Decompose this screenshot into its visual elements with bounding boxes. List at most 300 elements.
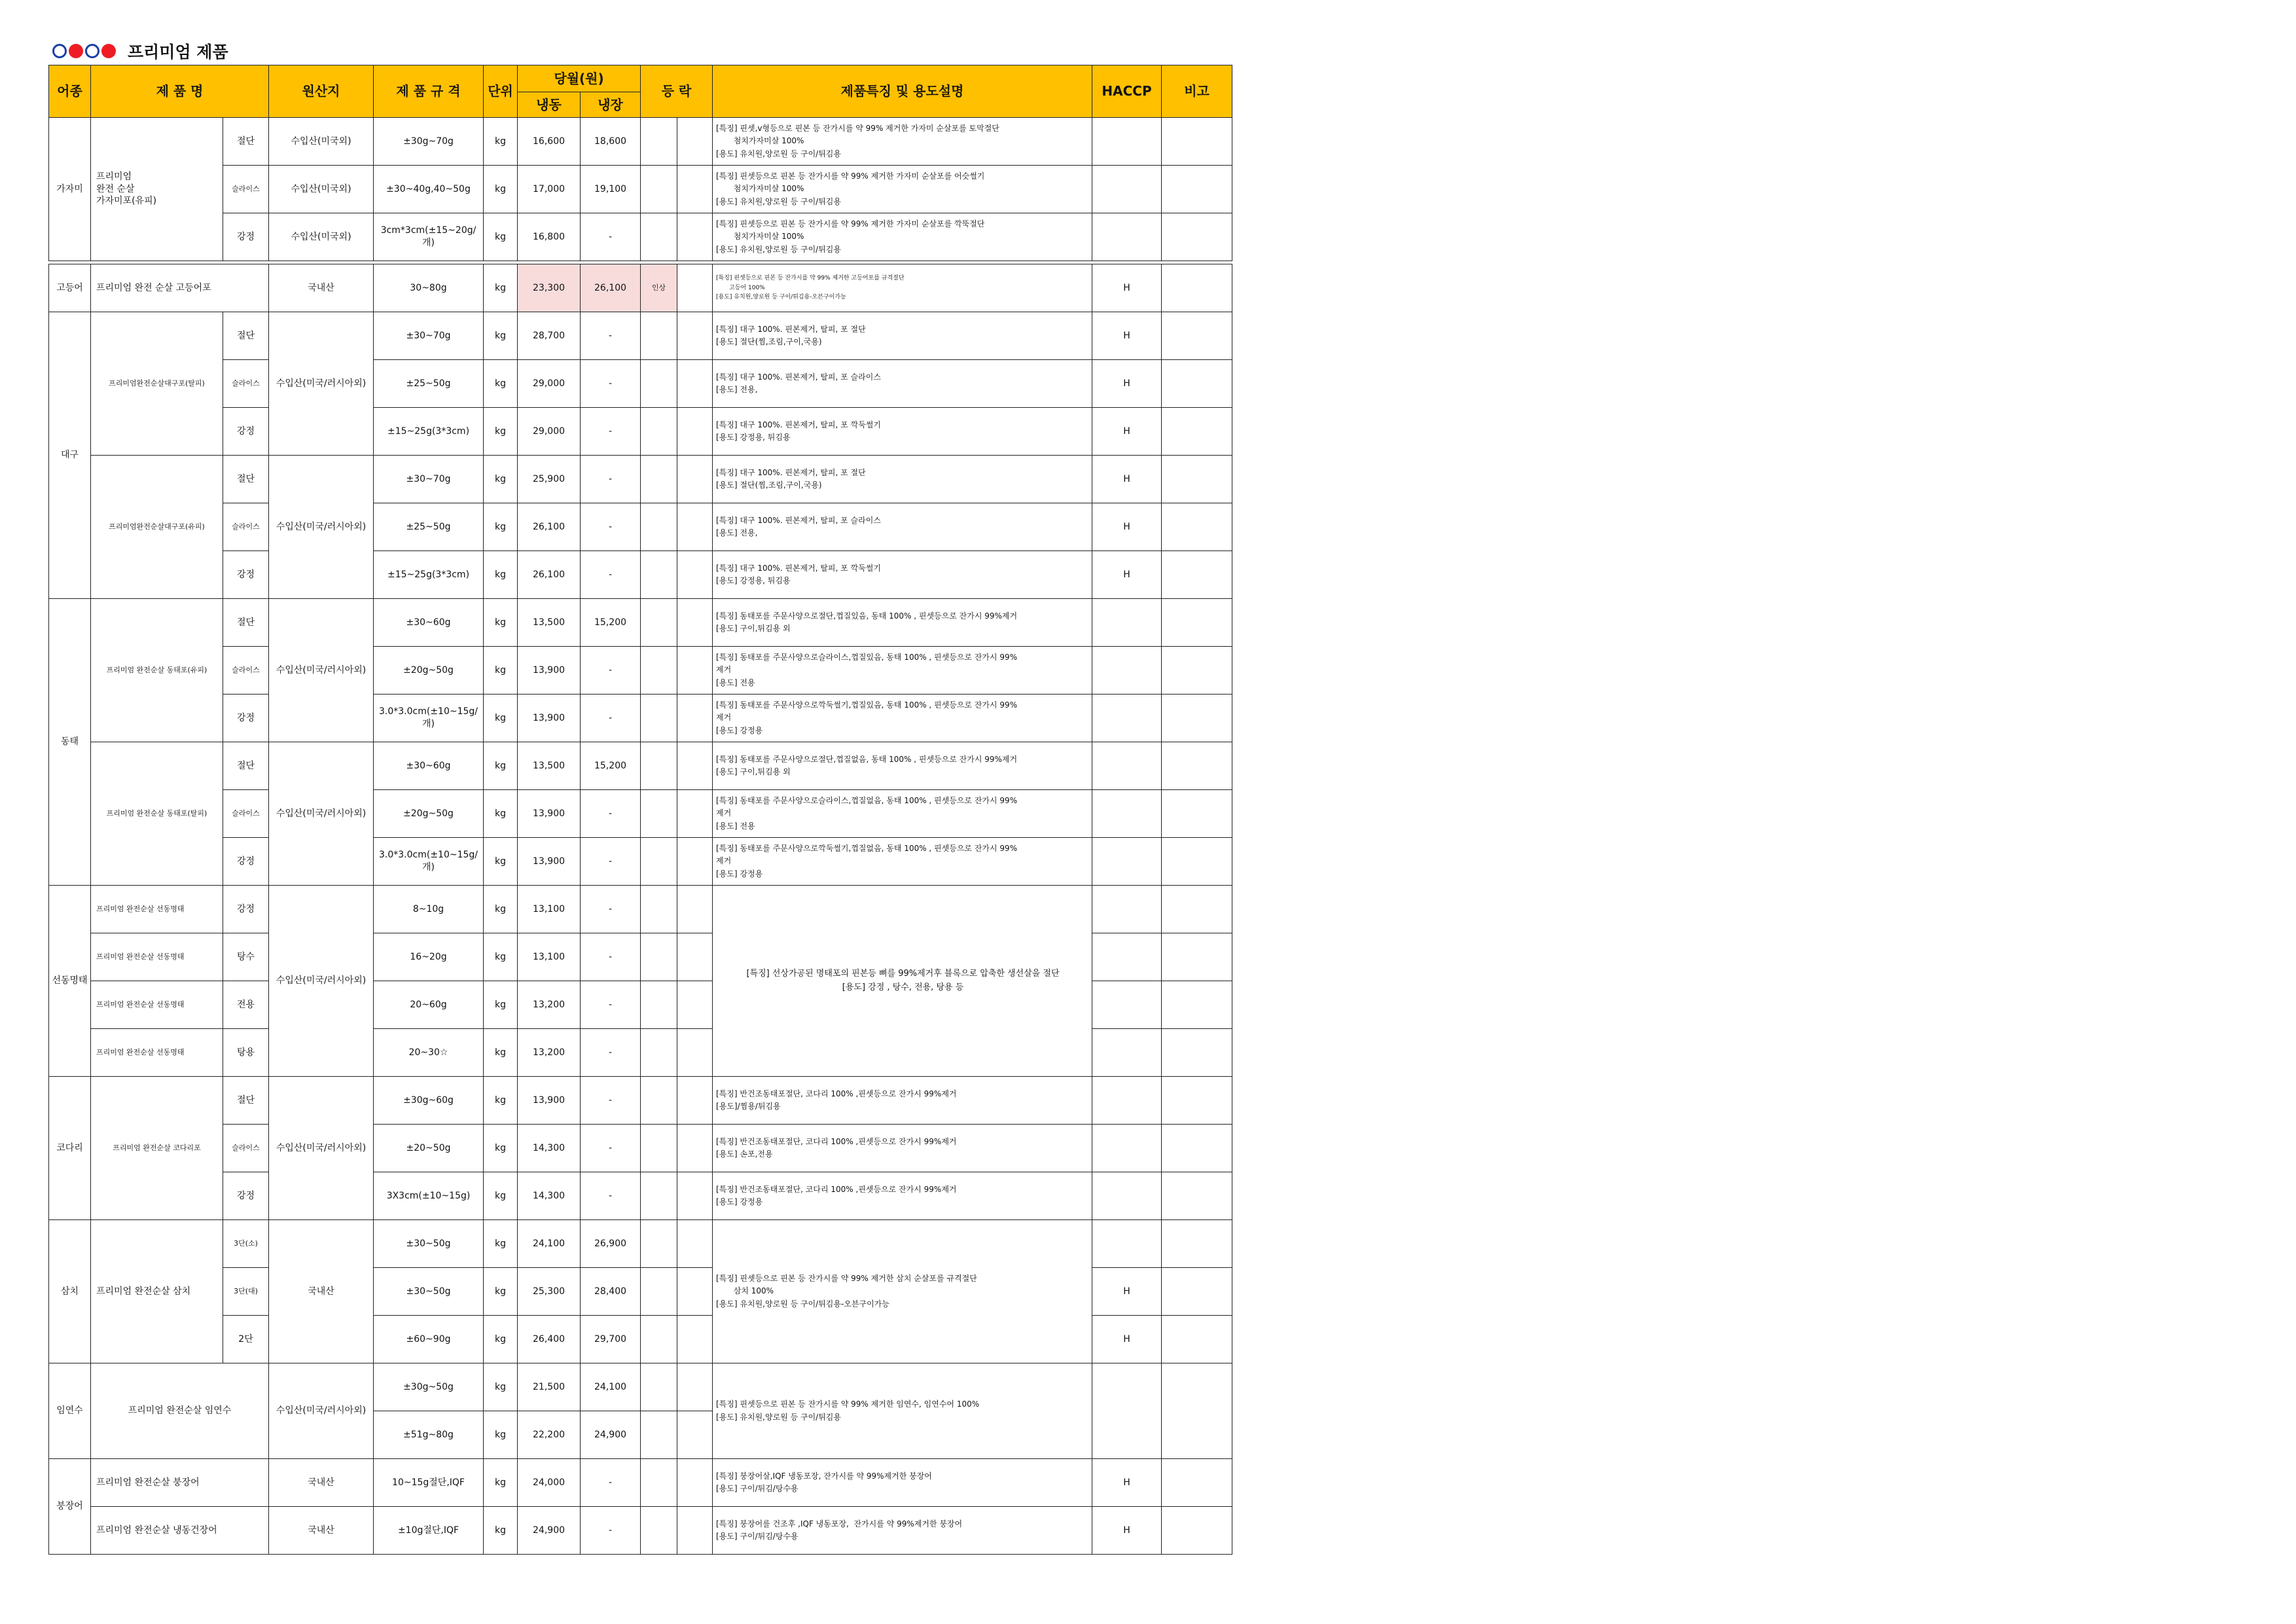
unit-cell: kg: [484, 647, 518, 695]
product-name-cell: 프리미엄 완전순살 동태포(유피): [91, 599, 223, 742]
description-line: 첨치가자미살 100%: [716, 136, 804, 146]
spec-cell: 20~60g: [374, 981, 484, 1029]
table-row: [49, 264, 1232, 312]
blank-cell: [677, 551, 713, 599]
unit-cell: kg: [484, 312, 518, 360]
note-cell: [1162, 1459, 1232, 1507]
chilled-price-cell: -: [581, 838, 641, 886]
frozen-price-cell: 24,000: [518, 1459, 581, 1507]
description-line: [특징] 선상가공된 명태포의 핀본등 뼈를 99%제거후 블록으로 압축한 생선살을 절단: [746, 968, 1060, 979]
description-line: [특징] 반건조동태포절단, 코다리 100% ,핀셋등으로 잔가시 99%제거: [716, 1136, 957, 1146]
description-line: [용도] 유치원,양로원 등 구이/튀김용: [716, 1412, 841, 1422]
price-change-cell: [641, 1316, 677, 1363]
header-unit: 단위: [484, 65, 518, 118]
chilled-price-cell: -: [581, 981, 641, 1029]
chilled-price-cell: 19,100: [581, 166, 641, 213]
cut-type-cell: 절단: [223, 1077, 269, 1125]
blank-cell: [677, 695, 713, 742]
blank-cell: [677, 1507, 713, 1555]
cut-type-cell: 2단: [223, 1316, 269, 1363]
frozen-price-cell: 13,200: [518, 1029, 581, 1077]
spec-cell: 3.0*3.0cm(±10~15g/개): [374, 695, 484, 742]
chilled-price-cell: 18,600: [581, 118, 641, 166]
frozen-price-cell: 13,900: [518, 838, 581, 886]
header-spec: 제 품 규 격: [374, 65, 484, 118]
species-cell: 붕장어: [49, 1459, 91, 1555]
frozen-price-cell: 16,800: [518, 213, 581, 261]
unit-cell: kg: [484, 886, 518, 933]
note-cell: [1162, 790, 1232, 838]
description-cell: [713, 742, 1092, 790]
origin-cell: 국내산: [269, 1220, 374, 1363]
cut-type-cell: 3단(대): [223, 1268, 269, 1316]
description-line: 제거: [716, 808, 732, 818]
chilled-price-cell: 29,700: [581, 1316, 641, 1363]
frozen-price-cell: 16,600: [518, 118, 581, 166]
price-change-cell: [641, 456, 677, 503]
spec-cell: ±30~50g: [374, 1220, 484, 1268]
unit-cell: kg: [484, 166, 518, 213]
description-line: [특징] 동태포를 주문사양으로절단,껍질있음, 동태 100% , 핀셋등으로 잔가시 99%제거: [716, 611, 1018, 621]
haccp-cell: [1092, 695, 1162, 742]
description-line: [용도] 절단(찜,조림,구이,국용): [716, 480, 822, 490]
price-change-cell: [641, 1077, 677, 1125]
cut-type-cell: 탕수: [223, 933, 269, 981]
haccp-cell: H: [1092, 503, 1162, 551]
price-change-cell: [641, 1125, 677, 1172]
blank-cell: [677, 213, 713, 261]
spec-cell: ±30~60g: [374, 599, 484, 647]
chilled-price-cell: 24,900: [581, 1411, 641, 1459]
cut-type-cell: 3단(소): [223, 1220, 269, 1268]
description-line: [용도]/찜용/튀김용: [716, 1102, 781, 1111]
haccp-cell: H: [1092, 312, 1162, 360]
price-change-cell: [641, 933, 677, 981]
table-row: [49, 118, 1232, 166]
description-cell: [713, 551, 1092, 599]
description-line: [용도] 강정용: [716, 1197, 763, 1206]
price-change-cell: [641, 1029, 677, 1077]
description-cell: [713, 1077, 1092, 1125]
product-name-cell: 프리미엄 완전순살 선동명태: [91, 886, 223, 933]
haccp-cell: [1092, 1363, 1162, 1459]
header-product: 제 품 명: [91, 65, 269, 118]
price-change-cell: [641, 503, 677, 551]
product-name-cell: 프리미엄완전순살대구포(탈피): [91, 312, 223, 456]
haccp-cell: [1092, 1172, 1162, 1220]
spec-cell: ±30~60g: [374, 742, 484, 790]
description-cell: [713, 1125, 1092, 1172]
blank-cell: [677, 503, 713, 551]
description-cell: [713, 166, 1092, 213]
blank-cell: [677, 742, 713, 790]
price-change-cell: [641, 647, 677, 695]
frozen-price-cell: 26,100: [518, 551, 581, 599]
blank-cell: [677, 1459, 713, 1507]
chilled-price-cell: -: [581, 1507, 641, 1555]
blank-cell: [677, 1125, 713, 1172]
page-title: 프리미엄 제품: [128, 43, 228, 62]
unit-cell: kg: [484, 981, 518, 1029]
description-cell: [713, 118, 1092, 166]
origin-cell: 수입산(미국/러시아외): [269, 312, 374, 456]
unit-cell: kg: [484, 1220, 518, 1268]
description-line: 제거: [716, 856, 732, 866]
origin-cell: 수입산(미국/러시아외): [269, 886, 374, 1077]
description-line: [특징] 대구 100%. 핀본제거, 탈피, 포 슬라이스: [716, 515, 881, 525]
unit-cell: kg: [484, 1268, 518, 1316]
price-change-cell: [641, 1172, 677, 1220]
note-cell: [1162, 981, 1232, 1029]
chilled-price-cell: 26,900: [581, 1220, 641, 1268]
blank-cell: [677, 933, 713, 981]
table-row: [49, 790, 1232, 838]
description-line: [용도] 유치원,양로원 등 구이/튀김용-오븐구이가능: [716, 1299, 889, 1308]
table-row: [49, 1459, 1232, 1507]
unit-cell: kg: [484, 551, 518, 599]
note-cell: [1162, 213, 1232, 261]
description-line: [특징] 핀셋,v형등으로 핀본 등 잔가시를 약 99% 제거한 가자미 순살포를 토막절단: [716, 124, 999, 134]
description-line: [용도] 유치원,양로원 등 구이/튀김용: [716, 196, 841, 206]
note-cell: [1162, 551, 1232, 599]
note-cell: [1162, 742, 1232, 790]
haccp-cell: H: [1092, 1316, 1162, 1363]
chilled-price-cell: -: [581, 886, 641, 933]
chilled-price-cell: 15,200: [581, 742, 641, 790]
price-change-cell: [641, 742, 677, 790]
spec-cell: ±20~50g: [374, 1125, 484, 1172]
blank-cell: [677, 166, 713, 213]
note-cell: [1162, 118, 1232, 166]
product-name-cell: 프리미엄 완전순살 삼치: [91, 1220, 223, 1363]
note-cell: [1162, 1125, 1232, 1172]
note-cell: [1162, 456, 1232, 503]
spec-cell: 3.0*3.0cm(±10~15g/개): [374, 838, 484, 886]
frozen-price-cell: 13,100: [518, 886, 581, 933]
spec-cell: ±20g~50g: [374, 790, 484, 838]
description-line: [특징] 동태포를 주문사양으로깍둑썰기,껍질없음, 동태 100% , 핀셋등으로 잔가시 99%: [716, 844, 1018, 854]
chilled-price-cell: -: [581, 933, 641, 981]
origin-cell: 수입산(미국외): [269, 118, 374, 166]
origin-cell: 수입산(미국외): [269, 166, 374, 213]
haccp-cell: [1092, 647, 1162, 695]
header-note: 비고: [1162, 65, 1232, 118]
header-change: 등 락: [641, 65, 713, 118]
chilled-price-cell: -: [581, 1077, 641, 1125]
frozen-price-cell: 24,900: [518, 1507, 581, 1555]
note-cell: [1162, 1363, 1232, 1459]
price-change-cell: [641, 360, 677, 408]
description-line: 첨치가자미살 100%: [716, 184, 804, 194]
blank-cell: [677, 1172, 713, 1220]
origin-cell: 수입산(미국/러시아외): [269, 742, 374, 886]
product-name-cell: 프리미엄완전순살대구포(유피): [91, 456, 223, 599]
haccp-cell: H: [1092, 456, 1162, 503]
note-cell: [1162, 1077, 1232, 1125]
price-change-cell: [641, 1220, 677, 1268]
price-change-cell: [641, 1507, 677, 1555]
cut-type-cell: 절단: [223, 312, 269, 360]
note-cell: [1162, 933, 1232, 981]
table-row: [49, 1077, 1232, 1125]
unit-cell: kg: [484, 503, 518, 551]
spec-cell: ±30g~70g: [374, 118, 484, 166]
product-name-cell: 프리미엄 완전순살 냉동건장어: [91, 1507, 269, 1555]
blank-cell: [677, 1268, 713, 1316]
chilled-price-cell: 28,400: [581, 1268, 641, 1316]
unit-cell: kg: [484, 742, 518, 790]
product-name-cell: 프리미엄 완전순살 선동명태: [91, 933, 223, 981]
description-line: [특징] 반건조동태포절단, 코다리 100% ,핀셋등으로 잔가시 99%제거: [716, 1184, 957, 1194]
origin-cell: 수입산(미국/러시아외): [269, 1363, 374, 1459]
description-line: [용도] 구이/튀김/탕수용: [716, 1532, 798, 1541]
haccp-cell: H: [1092, 1459, 1162, 1507]
haccp-cell: [1092, 742, 1162, 790]
description-line: 삼치 100%: [716, 1286, 774, 1296]
frozen-price-cell: 13,900: [518, 647, 581, 695]
unit-cell: kg: [484, 1172, 518, 1220]
description-line: [용도] 유치원,양로원 등 구이/튀김용-오븐구이가능: [716, 294, 846, 301]
blank-cell: [677, 838, 713, 886]
frozen-price-cell: 25,300: [518, 1268, 581, 1316]
frozen-price-cell: 22,200: [518, 1411, 581, 1459]
table-row: [49, 1507, 1232, 1555]
cut-type-cell: 슬라이스: [223, 360, 269, 408]
table-row: [49, 647, 1232, 695]
description-cell: [713, 1507, 1092, 1555]
frozen-price-cell: 14,300: [518, 1125, 581, 1172]
table-row: [49, 551, 1232, 599]
cut-type-cell: 강정: [223, 695, 269, 742]
chilled-price-cell: -: [581, 360, 641, 408]
frozen-price-cell: 13,900: [518, 790, 581, 838]
haccp-cell: [1092, 790, 1162, 838]
description-cell: [713, 838, 1092, 886]
description-line: 제거: [716, 713, 732, 723]
frozen-price-cell: 24,100: [518, 1220, 581, 1268]
species-cell: 동태: [49, 599, 91, 886]
frozen-price-cell: 13,900: [518, 695, 581, 742]
haccp-cell: [1092, 886, 1162, 933]
header-frozen: 냉동: [518, 92, 581, 118]
origin-cell: 국내산: [269, 264, 374, 312]
note-cell: [1162, 1220, 1232, 1268]
unit-cell: kg: [484, 360, 518, 408]
frozen-price-cell: 23,300: [518, 264, 581, 312]
note-cell: [1162, 1316, 1232, 1363]
chilled-price-cell: -: [581, 312, 641, 360]
chilled-price-cell: -: [581, 647, 641, 695]
description-cell: [713, 599, 1092, 647]
cut-type-cell: 절단: [223, 599, 269, 647]
species-cell: 임연수: [49, 1363, 91, 1459]
description-line: [용도] 유치원,양로원 등 구이/튀김용: [716, 149, 841, 158]
description-line: [특징] 대구 100%. 핀본제거, 탈피, 포 깍둑썰기: [716, 420, 881, 429]
price-change-cell: [641, 408, 677, 456]
note-cell: [1162, 886, 1232, 933]
description-line: [특징] 대구 100%. 핀본제거, 탈피, 포 깍둑썰기: [716, 563, 881, 573]
description-line: [특징] 대구 100%. 핀본제거, 탈피, 포 절단: [716, 324, 866, 334]
price-change-cell: [641, 838, 677, 886]
description-cell: [713, 695, 1092, 742]
header-origin: 원산지: [269, 65, 374, 118]
chilled-price-cell: -: [581, 408, 641, 456]
spec-cell: 3X3cm(±10~15g): [374, 1172, 484, 1220]
frozen-price-cell: 25,900: [518, 456, 581, 503]
title-dots-icon: [52, 44, 116, 58]
description-cell: [713, 360, 1092, 408]
table-row: [49, 742, 1232, 790]
frozen-price-cell: 26,100: [518, 503, 581, 551]
unit-cell: kg: [484, 1077, 518, 1125]
haccp-cell: [1092, 1125, 1162, 1172]
description-cell: [713, 503, 1092, 551]
note-cell: [1162, 1172, 1232, 1220]
species-cell: 고등어: [49, 264, 91, 312]
note-cell: [1162, 264, 1232, 312]
description-line: [용도] 구이,튀김용 외: [716, 767, 791, 776]
chilled-price-cell: -: [581, 1125, 641, 1172]
table-row: [49, 408, 1232, 456]
product-name-cell: 프리미엄 완전순살 선동명태: [91, 1029, 223, 1077]
chilled-price-cell: -: [581, 790, 641, 838]
description-cell: [713, 1220, 1092, 1363]
product-name-cell: 프리미엄 완전순살 붕장어: [91, 1459, 269, 1507]
description-line: [특징] 반건조동태포절단, 코다리 100% ,핀셋등으로 잔가시 99%제거: [716, 1089, 957, 1098]
product-name-cell: 프리미엄 완전순살 임연수: [91, 1363, 269, 1459]
table-row: [49, 503, 1232, 551]
blank-cell: [677, 408, 713, 456]
description-line: [용도] 절단(찜,조림,구이,국용): [716, 337, 822, 346]
unit-cell: kg: [484, 456, 518, 503]
description-cell: [713, 1172, 1092, 1220]
blank-cell: [677, 118, 713, 166]
unit-cell: kg: [484, 213, 518, 261]
note-cell: [1162, 1029, 1232, 1077]
unit-cell: kg: [484, 599, 518, 647]
header-features: 제품특징 및 용도설명: [713, 65, 1092, 118]
description-cell: [713, 312, 1092, 360]
origin-cell: 수입산(미국/러시아외): [269, 599, 374, 742]
cut-type-cell: 강정: [223, 408, 269, 456]
note-cell: [1162, 312, 1232, 360]
note-cell: [1162, 408, 1232, 456]
frozen-price-cell: 29,000: [518, 408, 581, 456]
description-line: [용도] 구이/튀김/탕수용: [716, 1484, 798, 1493]
note-cell: [1162, 1507, 1232, 1555]
spec-cell: ±60~90g: [374, 1316, 484, 1363]
unit-cell: kg: [484, 1507, 518, 1555]
description-cell: [713, 1363, 1092, 1459]
description-line: 고등어 100%: [716, 284, 765, 291]
blank-cell: [677, 360, 713, 408]
cut-type-cell: 강정: [223, 838, 269, 886]
description-line: [용도] 전용: [716, 821, 755, 831]
chilled-price-cell: 26,100: [581, 264, 641, 312]
haccp-cell: [1092, 599, 1162, 647]
haccp-cell: H: [1092, 264, 1162, 312]
unit-cell: kg: [484, 408, 518, 456]
haccp-cell: [1092, 1220, 1162, 1268]
haccp-cell: [1092, 981, 1162, 1029]
frozen-price-cell: 28,700: [518, 312, 581, 360]
description-cell: [713, 1459, 1092, 1507]
species-cell: 삼치: [49, 1220, 91, 1363]
haccp-cell: [1092, 933, 1162, 981]
spec-cell: ±30~40g,40~50g: [374, 166, 484, 213]
header-haccp: HACCP: [1092, 65, 1162, 118]
spec-cell: ±25~50g: [374, 503, 484, 551]
price-change-cell: [641, 1459, 677, 1507]
description-cell: [713, 408, 1092, 456]
blank-cell: [677, 647, 713, 695]
unit-cell: kg: [484, 1316, 518, 1363]
blank-cell: [677, 790, 713, 838]
note-cell: [1162, 838, 1232, 886]
spec-cell: ±30~70g: [374, 312, 484, 360]
cut-type-cell: 강정: [223, 886, 269, 933]
price-change-cell: [641, 1268, 677, 1316]
haccp-cell: [1092, 213, 1162, 261]
description-line: [특징] 동태포를 주문사양으로깍둑썰기,껍질있음, 동태 100% , 핀셋등으로 잔가시 99%: [716, 700, 1018, 710]
table-row: [49, 456, 1232, 503]
cut-type-cell: 슬라이스: [223, 790, 269, 838]
table-row: [49, 1125, 1232, 1172]
table-row: [49, 838, 1232, 886]
haccp-cell: H: [1092, 1507, 1162, 1555]
description-line: [특징] 동태포를 주문사양으로슬라이스,껍질있음, 동태 100% , 핀셋등으로 잔가시 99%: [716, 653, 1018, 662]
haccp-cell: [1092, 1077, 1162, 1125]
description-cell: [713, 213, 1092, 261]
species-cell: 선동명태: [49, 886, 91, 1077]
frozen-price-cell: 13,100: [518, 933, 581, 981]
blank-cell: [677, 886, 713, 933]
frozen-price-cell: 13,900: [518, 1077, 581, 1125]
description-line: [특징] 핀셋등으로 핀본 등 잔가시를 약 99% 제거한 가자미 순살포를 깍뚝절단: [716, 219, 985, 229]
spec-cell: ±15~25g(3*3cm): [374, 408, 484, 456]
unit-cell: kg: [484, 695, 518, 742]
spec-cell: ±30g~50g: [374, 1363, 484, 1411]
frozen-price-cell: 29,000: [518, 360, 581, 408]
unit-cell: kg: [484, 118, 518, 166]
chilled-price-cell: -: [581, 1459, 641, 1507]
blank-cell: [677, 1029, 713, 1077]
price-change-cell: [641, 599, 677, 647]
description-line: [특징] 동태포를 주문사양으로슬라이스,껍질없음, 동태 100% , 핀셋등으로 잔가시 99%: [716, 796, 1018, 806]
cut-type-cell: 슬라이스: [223, 166, 269, 213]
description-line: [특징] 핀셋등으로 핀본 등 잔가시를 약 99% 제거한 고등어포를 규격절단: [716, 275, 905, 282]
cut-type-cell: 절단: [223, 456, 269, 503]
description-line: [용도] 강정용: [716, 725, 763, 735]
unit-cell: kg: [484, 1459, 518, 1507]
price-change-cell: [641, 213, 677, 261]
header-chilled: 냉장: [581, 92, 641, 118]
price-change-cell: [641, 790, 677, 838]
price-change-cell: [641, 118, 677, 166]
blank-cell: [677, 264, 713, 312]
chilled-price-cell: -: [581, 695, 641, 742]
frozen-price-cell: 17,000: [518, 166, 581, 213]
blank-cell: [677, 599, 713, 647]
description-line: [특징] 동태포를 주문사양으로절단,껍질없음, 동태 100% , 핀셋등으로 잔가시 99%제거: [716, 754, 1018, 764]
description-cell: [713, 647, 1092, 695]
description-cell: [713, 456, 1092, 503]
spec-cell: 30~80g: [374, 264, 484, 312]
price-change-cell: 인상: [641, 264, 677, 312]
spec-cell: 10~15g절단,IQF: [374, 1459, 484, 1507]
product-name-cell: 프리미엄 완전순살 동태포(탈피): [91, 742, 223, 886]
table-row: [49, 213, 1232, 261]
